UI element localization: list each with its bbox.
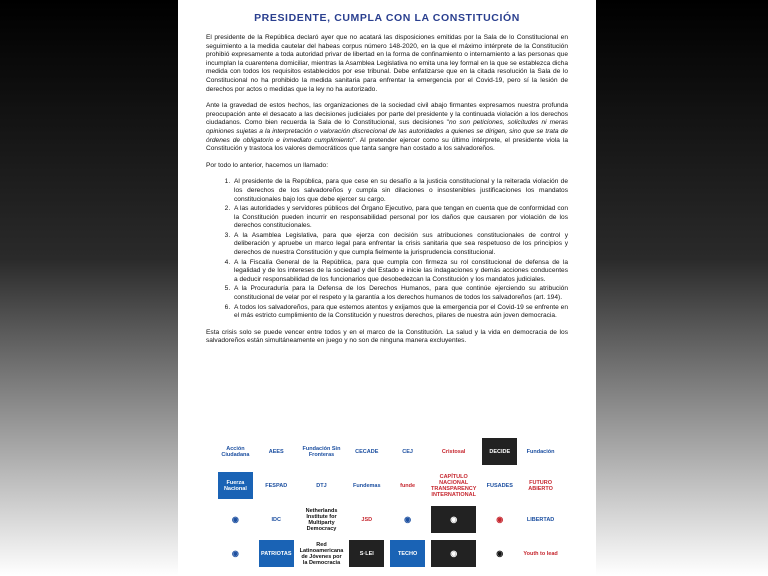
organization-logo: DTJ [316,482,327,489]
organization-logo: Acción Ciudadana [221,445,250,458]
organization-logo: ◉ [496,514,504,524]
list-item: 5. A la Procuraduría para la Defensa de los Derechos Humanos, para que continúe ejerciendo su atribución constitucional de velar por el respeto y la garantía a los derechos humanos de todos los salvadoreños (art. 194). [232,285,568,302]
organization-logo: Cristosal [441,448,466,455]
paragraph-conclusion: Esta crisis solo se puede vencer entre todos y en el marco de la Constitución. La salud y la vida en democracia de los salvadoreños están simultáneamente en juego y no son de ninguna manera excluyentes. [206,328,568,345]
paragraph-concern [206,102,568,154]
organization-logo: Fundación [526,448,555,455]
organization-logo: AEES [268,448,284,455]
organization-logo: TECHO [390,540,425,567]
organization-logo: S·LEI [349,540,384,567]
document-page [178,0,596,576]
organization-logo: IDC [271,516,281,523]
organization-logo: Fundemas [353,482,381,489]
list-item: 4. A la Fiscalía General de la República, para que cumpla con firmeza su rol constitucional de defensa de la legalidad y de los intereses de la sociedad y del Estado e inicie las indagaciones y demás acciones conducentes a deducir responsabilidad de los funcionarios que desobedezcan la Constitución y los mandatos judiciales. [232,259,568,285]
paragraph-call-intro: Por todo lo anterior, hacemos un llamado: [206,161,329,169]
organization-logo: ◉ [231,514,239,524]
organization-logo: Netherlands Institute for Multiparty Democracy [305,507,338,532]
organization-logo: CECADE [355,448,379,455]
organization-logo: FUTURO ABIERTO [528,479,553,492]
organization-logo: DECIDE [482,438,517,465]
list-item: 6. A todos los salvadoreños, para que estemos atentos y exijamos que la emergencia por el Covid-19 se enfrente en el más estricto cumplimiento de la Constitución y nuestros derechos, pilares de nuestra aún joven democracia. [232,304,568,321]
organization-logo: FUSADES [486,482,513,489]
document-title: PRESIDENTE, CUMPLA CON LA CONSTITUCIÓN [254,12,520,24]
list-item: 2. A las autoridades y servidores públicos del Órgano Ejecutivo, para que tengan en cuenta que de conformidad con la Constitución pueden incurrir en responsabilidad personal por los daños que causaren por violación de los derechos constitucionales. [232,205,568,231]
organization-logo: LIBERTAD [526,516,555,523]
paragraph-concern-end: ". Al pretender ejercer como su último intérprete, el presidente viola la Constitución y trastoca los valores democráticos que tanta sangre han costado a los salvadoreños. [206,136,568,153]
organization-logo: ◉ [231,548,239,558]
calls-list [206,178,568,321]
organization-logo: CAPÍTULO NACIONAL TRANSPARENCY INTERNATIONAL [431,473,477,498]
organization-logo: ◉ [431,540,476,567]
organization-logo: funde [400,482,416,489]
organization-logo: FESPAD [265,482,288,489]
court-quote: no son peticiones, solicitudes ni meras opiniones sujetas a la interpretación o valoración discrecional de las autoridades a quienes se dirigen, sino que se trata de órdenes de obligatorio e inmediato cumplimiento [206,119,569,144]
organization-logo: Red Latinoamericana de Jóvenes por la Democracia [299,541,344,566]
organization-logo: Fuerza Nacional [218,472,253,499]
organization-logo: PATRIOTAS [259,540,294,567]
signatory-logos [218,438,558,567]
organization-logo: CEJ [402,448,413,455]
organization-logo: JSD [361,516,373,523]
list-item: 1. Al presidente de la República, para que cese en su desafío a la justicia constitucional y la reiterada violación de los derechos de los salvadoreños y cumpla sin dilaciones o insostenibles justificaciones los mandatos constitucionales bajo los que debe ejercer su cargo. [232,178,568,204]
paragraph-intro: El presidente de la República declaró ayer que no acatará las disposiciones emitidas por la Sala de lo Constitucional en seguimiento a la medida cautelar del habeas corpus número 148-2020, en la que el máximo intérprete de la Constitución prohibió expresamente a toda autoridad privar de libertad en la forma de confinamiento o internamiento a las personas que incumplan la cuarentena domiciliar, mientras la Asamblea Legislativa no emita una ley formal en la que se establezca dicha medida con todos los requisitos establecidos por ese tribunal. Debe enfatizarse que en la citada resolución la Sala de lo Constitucional no ha prohibido la medida sanitaria para enfrentar la emergencia por el Covid-19, pero sí la lesión de derechos por actos o medidas que la ley no ha autorizado. [206,34,568,93]
organization-logo: Youth to lead [523,550,558,557]
document-body [178,34,596,346]
organization-logo: Fundación Sin Fronteras [302,445,341,458]
organization-logo: ◉ [404,514,412,524]
organization-logo: ◉ [431,506,476,533]
paragraph-concern-start: Ante la gravedad de estos hechos, las organizaciones de la sociedad civil abajo firmantes expresamos nuestra profunda preocupación ante el desacato a las decisiones judiciales por parte del presidente y la continuada violación a los derechos ciudadanos. Como bien recuerda la Sala de lo Constitucional, sus decisiones " [206,102,568,127]
organization-logo: ◉ [496,548,504,558]
list-item: 3. A la Asamblea Legislativa, para que ejerza con decisión sus atribuciones constitucionales de control y deliberación y apruebe un marco legal para enfrentar la crisis sanitaria que sea respetuoso de los principios y derechos de nuestra Constitución y que cumpla fielmente la jurisprudencia constitucional. [232,232,568,258]
